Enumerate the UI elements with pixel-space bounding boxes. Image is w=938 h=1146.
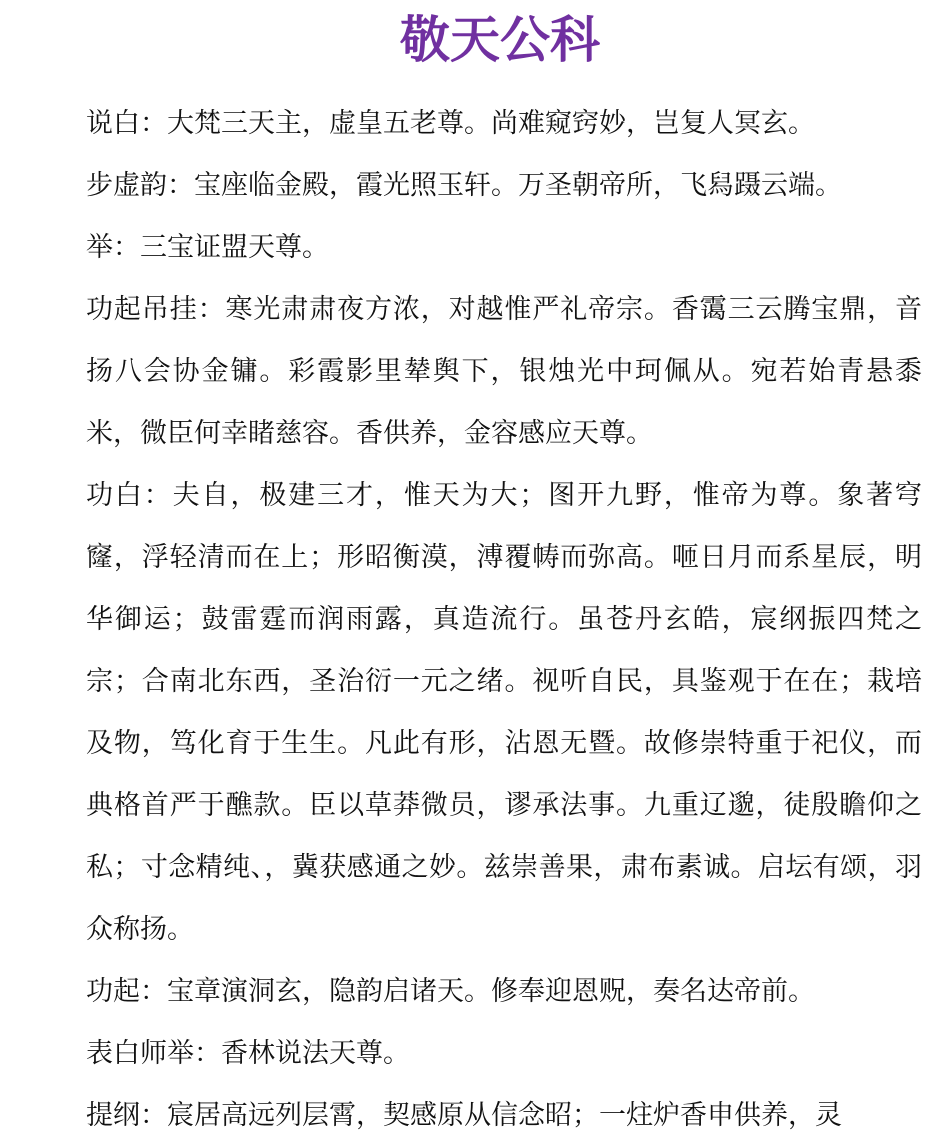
paragraph-gongbai: 功白：夫自，极建三才，惟天为大；图开九野，惟帝为尊。象著穹窿，浮轻清而在上；形昭衡漠，溥覆帱而弥高。咂日月而系星辰，明华御运；鼓雷霆而润雨露，真造流行。虽苍丹玄皓，宸纲振四梵之宗；合南北东西，圣治衍一元之绪。视听自民，具鉴观于在在；栽培及物，笃化育于生生。凡此有形，沾恩无暨。故修崇特重于祀仪，而典格首严于醮款。臣以草莽微员，谬承法事。九重辽邈，徒殷瞻仰之私；寸念精纯、，冀获感通之妙。兹崇善果，肃布素诚。启坛有颂，羽众称扬。 bbox=[86, 480, 922, 945]
document-title: 敬天公科 bbox=[400, 11, 600, 69]
paragraph-tigang: 提纲：宸居高远列层霄，契感原从信念昭；一炷炉香申供养，灵 bbox=[86, 1100, 842, 1131]
paragraph-gongqi: 功起：宝章演洞玄，隐韵启诸天。修奉迎恩贶，奏名达帝前。 bbox=[86, 976, 815, 1007]
paragraph-shuobai: 说白：大梵三天主，虚皇五老尊。尚难窥窍妙，岂复人冥玄。 bbox=[86, 108, 815, 139]
paragraph-buxuyun: 步虚韵：宝座临金殿，霞光照玉轩。万圣朝帝所，飞舄蹑云端。 bbox=[86, 170, 842, 201]
paragraph-ju: 举：三宝证盟天尊。 bbox=[86, 232, 329, 263]
paragraph-biaobai: 表白师举：香林说法天尊。 bbox=[86, 1038, 410, 1069]
paragraph-gongqi-diaogua: 功起吊挂：寒光肃肃夜方浓，对越惟严礼帝宗。香霭三云腾宝鼎，音扬八会协金镛。彩霞影里辇舆下，银烛光中珂佩从。宛若始青悬黍米，微臣何幸睹慈容。香供养，金容感应天尊。 bbox=[86, 294, 922, 449]
document-body bbox=[86, 93, 922, 1146]
